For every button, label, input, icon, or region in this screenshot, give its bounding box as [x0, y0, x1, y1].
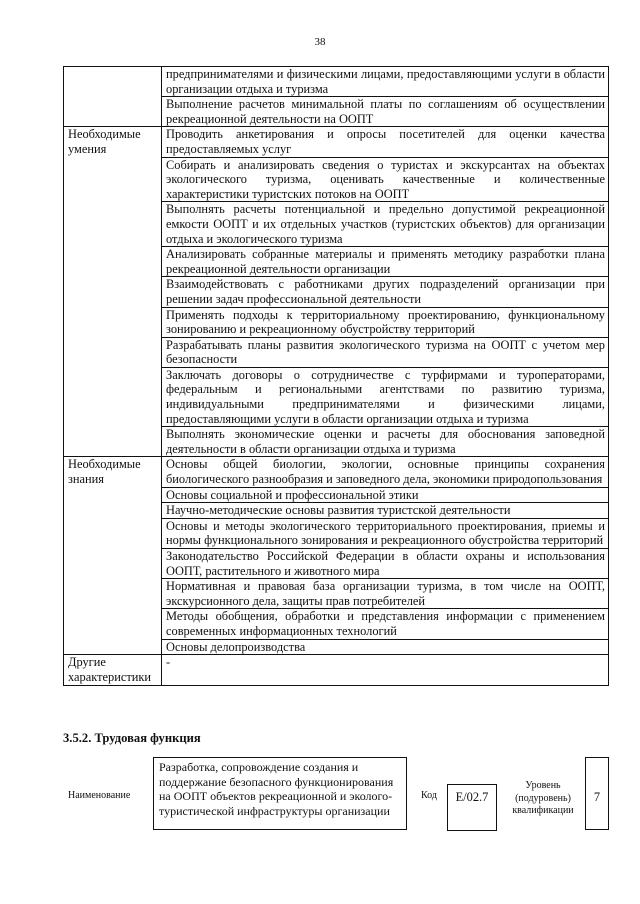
row-value: Выполнение расчетов минимальной платы по соглашениям об осуществлении рекреационной деятельности на ООПТ [162, 97, 609, 127]
row-value: Разрабатывать планы развития экологического туризма на ООПТ с учетом мер безопасности [162, 337, 609, 367]
row-label: Другие характеристики [64, 655, 162, 686]
code-value: E/02.7 [447, 784, 497, 831]
function-name-label: Наименование [68, 790, 131, 801]
row-value: Методы обобщения, обработки и представления информации с применением современных информационных технологий [162, 609, 609, 639]
table-row [64, 655, 609, 686]
table-row [64, 127, 609, 157]
row-value: предпринимателями и физическими лицами, предоставляющими услуги в области организации отдыха и туризма [162, 67, 609, 97]
row-label: Необходимые знания [64, 457, 162, 655]
table-row [64, 457, 609, 487]
row-value: Применять подходы к территориальному проектированию, функциональному зонированию и рекреационному обустройству территорий [162, 307, 609, 337]
code-label: Код [421, 790, 437, 801]
row-label-empty [64, 67, 162, 127]
row-value: Основы делопроизводства [162, 639, 609, 655]
table-row [64, 67, 609, 97]
row-value: Выполнять расчеты потенциальной и предельно допустимой рекреационной емкости ООПТ и их отдельных участков (туристских объектов) для организации отдыха и экологического туризма [162, 202, 609, 247]
row-value: - [162, 655, 609, 686]
function-name-value: Разработка, сопровождение создания и поддержание безопасного функционирования на ООПТ объектов рекреационной и эколого-туристической инфраструктуры организации [153, 757, 407, 830]
row-value: Заключать договоры о сотрудничестве с турфирмами и туроператорами, федеральным и региональными агентствами по развитию туризма, индивидуальными предпринимателями и физическими лицами, предоставляющими услуги в области организации отдыха и туризма [162, 367, 609, 426]
row-value: Законодательство Российской Федерации в области охраны и использования ООПТ, растительного и животного мира [162, 549, 609, 579]
row-value: Взаимодействовать с работниками других подразделений организации при решении задач профессиональной деятельности [162, 277, 609, 307]
row-value: Основы общей биологии, экологии, основные принципы сохранения биологического разнообразия и заповедного дела, экономики природопользования [162, 457, 609, 487]
row-value: Научно-методические основы развития туристской деятельности [162, 503, 609, 519]
section-heading: 3.5.2. Трудовая функция [63, 731, 201, 745]
page-number: 38 [314, 36, 326, 48]
row-value: Основы и методы экологического территориального проектирования, приемы и нормы функционального зонирования и рекреационного обустройства территорий [162, 518, 609, 548]
qualification-level-label: Уровень (подуровень) квалификации [512, 780, 574, 816]
row-value: Проводить анкетирования и опросы посетителей для оценки качества предоставляемых услуг [162, 127, 609, 157]
competency-table [63, 66, 609, 686]
qualification-level-value: 7 [585, 757, 609, 830]
row-value: Нормативная и правовая база организации туризма, в том числе на ООПТ, экскурсионного дела, защиты прав потребителей [162, 579, 609, 609]
row-value: Анализировать собранные материалы и применять методику разработки плана рекреационной деятельности организации [162, 247, 609, 277]
row-label: Необходимые умения [64, 127, 162, 457]
row-value: Собирать и анализировать сведения о туристах и экскурсантах на объектах экологического туризма, оценивать качественные и количественные характеристики туристских потоков на ООПТ [162, 157, 609, 202]
row-value: Основы социальной и профессиональной этики [162, 487, 609, 503]
row-value: Выполнять экономические оценки и расчеты для обоснования заповедной деятельности в области организации отдыха и туризма [162, 427, 609, 457]
